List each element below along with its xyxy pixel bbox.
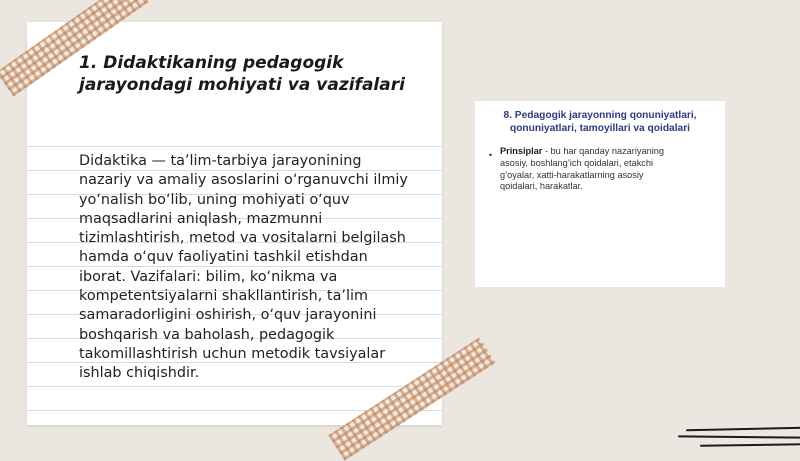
card-text-line: g’oyalar, xatti-harakatlarning asosiy bbox=[500, 169, 644, 180]
term-label: Prinsiplar bbox=[500, 146, 543, 156]
bullet-icon: • bbox=[489, 150, 493, 160]
body-line: kompetentsiyalarni shakllantirish, ta’lim bbox=[79, 288, 368, 305]
term-definition-start: - bu har qanday nazariyaning bbox=[542, 146, 664, 156]
title-line: 1. Didaktikaning pedagogik bbox=[79, 53, 344, 73]
body-line: maqsadlarini aniqlash, mazmunni bbox=[79, 210, 323, 227]
slide-body-text bbox=[79, 152, 431, 384]
card-text-line: qoidalari, harakatlar. bbox=[500, 181, 583, 192]
card-title-line: 8. Pedagogik jarayonning qonuniyatlari, bbox=[503, 110, 697, 121]
body-line: boshqarish va baholash, pedagogik bbox=[79, 326, 335, 343]
body-line: ishlab chiqishdir. bbox=[79, 365, 200, 382]
paper-rule bbox=[27, 146, 442, 147]
card-bullet-text bbox=[500, 146, 715, 193]
body-line: iborat. Vazifalari: bilim, ko‘nikma va bbox=[79, 268, 338, 285]
paper-rule bbox=[27, 386, 442, 387]
body-line: Didaktika — ta’lim-tarbiya jarayonining bbox=[79, 153, 362, 169]
card-title bbox=[475, 110, 725, 135]
card-text-line bbox=[500, 146, 715, 158]
card-title-line: qonuniyatlari, tamoyillari va qoidalari bbox=[509, 122, 691, 134]
body-line: tizimlashtirish, metod va vositalarni belgilash bbox=[79, 230, 406, 247]
body-line: nazariy va amaliy asoslarini o‘rganuvchi ilmiy bbox=[79, 172, 408, 189]
embedded-slide-card bbox=[475, 101, 725, 287]
title-line: jarayondagi mohiyati va vazifalari bbox=[79, 75, 405, 95]
body-line: yo‘nalish bo‘lib, uning mohiyati o‘quv bbox=[79, 191, 350, 208]
slide-title bbox=[79, 52, 419, 96]
body-line: takomillashtirish uchun metodik tavsiyalar bbox=[79, 345, 386, 362]
ink-stroke-decoration bbox=[686, 427, 800, 431]
ink-stroke-decoration bbox=[678, 435, 800, 438]
body-line: samaradorligini oshirish, o‘quv jarayonini bbox=[79, 307, 377, 324]
ink-stroke-decoration bbox=[700, 443, 800, 446]
body-line: hamda o‘quv faoliyatini tashkil etishdan bbox=[79, 249, 368, 266]
card-text-line: asosiy, boshlang’ich qoidalari, etakchi bbox=[500, 157, 654, 168]
